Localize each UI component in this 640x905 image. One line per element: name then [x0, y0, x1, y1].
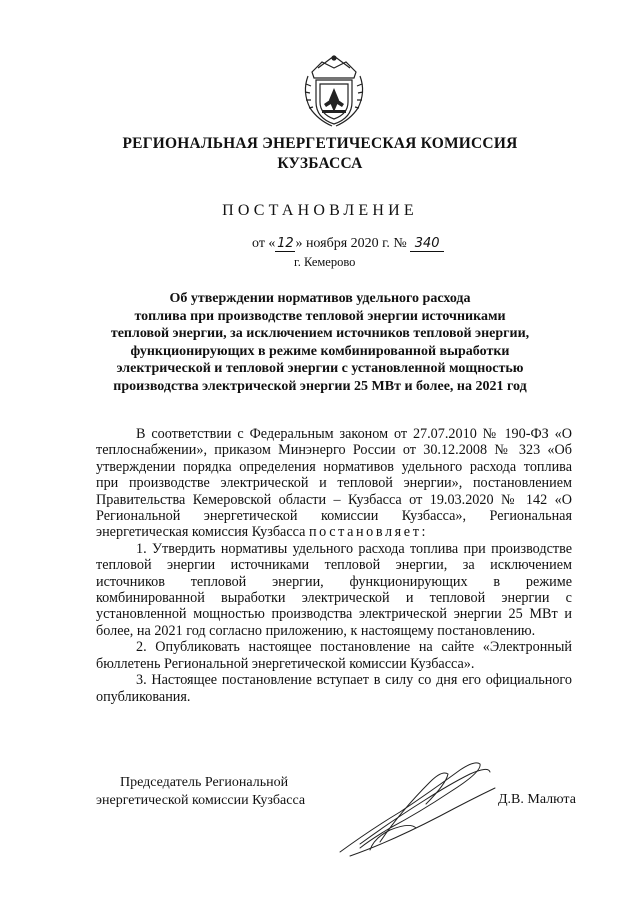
- document-type: ПОСТАНОВЛЕНИЕ: [222, 202, 418, 219]
- item-2-paragraph: 2. Опубликовать настоящее постановление на сайте «Электронный бюллетень Региональной энергетической комиссии Кузбасса».: [96, 639, 572, 672]
- handwritten-document-number: 340: [410, 237, 444, 252]
- date-prefix: от «: [252, 236, 276, 251]
- coat-of-arms-emblem: [298, 52, 370, 128]
- decree-word: постановляет:: [308, 524, 429, 541]
- item-3-paragraph: 3. Настоящее постановление вступает в силу со дня его официального опубликования.: [96, 672, 572, 705]
- organization-name-line2: КУЗБАССА: [277, 155, 363, 172]
- document-city: г. Кемерово: [294, 255, 356, 269]
- preamble-text: В соответствии с Федеральным законом от 27.07.2010 № 190-ФЗ «О теплоснабжении», приказом Минэнерго России от 30.12.2008 № 323 «Об утверждении порядка определения нормативов удельного расхода топлива при производстве электрической и тепловой энергии», постановлением Правительства Кемеровской области – Кузбасса от 19.03.2020 № 142 «О Региональной энергетической комиссии Кузбасса», Региональная энергетическая комиссия Кузбасса: [96, 426, 572, 541]
- item-1-paragraph: 1. Утвердить нормативы удельного расхода топлива при производстве тепловой энергии источниками тепловой энергии, за исключением источников тепловой энергии, функционирующих в режиме комбинированной выработки электрической и тепловой энергии с установленной мощностью производства электрической энергии 25 МВт и более, на 2021 год согласно приложению, к настоящему постановлению.: [96, 540, 572, 639]
- organization-name: [120, 134, 520, 174]
- document-body: [96, 426, 572, 705]
- handwritten-day: 12: [277, 236, 294, 251]
- signer-position-line1: Председатель Региональной: [120, 775, 289, 790]
- signer-name: Д.В. Малюта: [498, 792, 576, 807]
- signer-position: [96, 774, 305, 810]
- preamble-paragraph: [96, 426, 572, 541]
- title-line: функционирующих в режиме комбинированной выработки: [130, 343, 510, 359]
- date-middle: » ноября 2020 г. №: [295, 236, 407, 251]
- organization-name-line1: РЕГИОНАЛЬНАЯ ЭНЕРГЕТИЧЕСКАЯ КОМИССИЯ: [122, 135, 518, 152]
- signer-position-line2: энергетической комиссии Кузбасса: [96, 793, 306, 808]
- document-date-line: [252, 236, 444, 252]
- document-title: [100, 290, 540, 395]
- title-line: топлива при производстве тепловой энергии источниками: [134, 308, 506, 324]
- title-line: производства электрической энергии 25 МВт и более, на 2021 год: [113, 378, 527, 394]
- handwritten-signature: [330, 752, 500, 862]
- title-line: Об утверждении нормативов удельного расхода: [169, 291, 471, 306]
- title-line: тепловой энергии, за исключением источников тепловой энергии,: [110, 326, 530, 341]
- title-line: электрической и тепловой энергии с установленной мощностью: [116, 361, 524, 376]
